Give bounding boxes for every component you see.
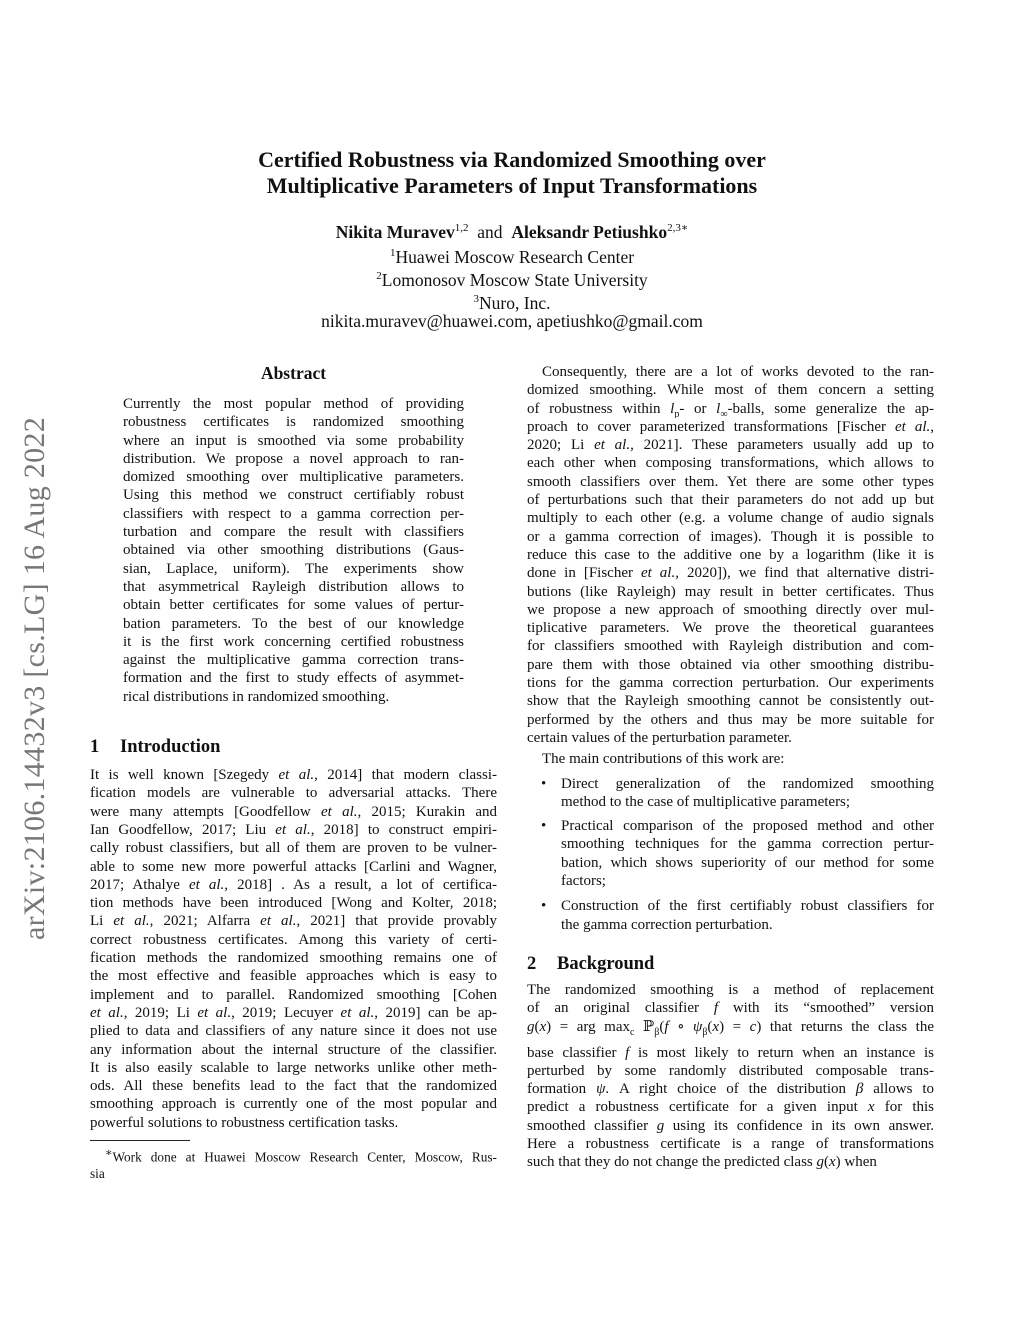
- left-column: [90, 361, 497, 1182]
- text-line: perturbed by some randomly distributed composable trans-: [527, 1062, 934, 1079]
- text-line: such that they do not change the predicted class g(x) when: [527, 1154, 877, 1171]
- section-heading-introduction: [90, 735, 497, 759]
- text-line: distribution. We propose a novel approach to ran-: [123, 450, 464, 467]
- background-body: [527, 981, 934, 1172]
- bullet-text: [561, 897, 934, 934]
- text-line: each other when composing transformations, which allows to: [527, 455, 934, 472]
- bullet-icon: •: [541, 898, 547, 915]
- text-line: fication methods the randomized smoothing remains one of: [90, 950, 497, 967]
- text-line: proach to cover parameterized transformations [Fischer et al.,: [527, 418, 934, 435]
- arxiv-identifier: arXiv:2106.14432v3 [cs.LG] 16 Aug 2022: [18, 416, 51, 940]
- text-line: formation ψ. A right choice of the distribution β allows to: [527, 1081, 934, 1098]
- text-line: against the multiplicative gamma correction trans-: [123, 652, 464, 669]
- text-line: smooth classifiers over them. Yet there are some other types: [527, 473, 934, 490]
- text-line: g(x) = arg $\max_c$ ℙ$_\beta$(f ∘ $\psi_\beta(x) = c$) that returns the class the: [527, 1018, 934, 1038]
- text-line: Practical comparison of the proposed method and other: [561, 818, 934, 835]
- text-line: that asymmetrical Rayleigh distribution allows to: [123, 578, 464, 595]
- text-line: It is well known [Szegedy et al., 2014] that modern classi-: [90, 767, 497, 784]
- abstract: [123, 361, 464, 706]
- text-line: 2017; Athalye et al., 2018] . As a result, a lot of certifica-: [90, 876, 497, 893]
- author-name: Aleksandr Petiushko: [511, 221, 668, 242]
- section-title: Introduction: [120, 737, 221, 758]
- text-line: the gamma correction perturbation.: [561, 916, 773, 933]
- affiliation-sup: 2: [376, 270, 382, 282]
- text-line: Ian Goodfellow, 2017; Liu et al., 2018] to construct empiri-: [90, 821, 497, 838]
- text-line: where an input is smoothed via some probability: [123, 432, 464, 449]
- text-line: obtained via other smoothing distributions (Gaus-: [123, 542, 464, 559]
- text-line: Consequently, there are a lot of works devoted to the ran-: [542, 364, 934, 380]
- text-line: cally robust classifiers, but all of them are proven to be vulner-: [90, 840, 497, 857]
- text-line: classifiers with respect to a gamma correction per-: [123, 505, 464, 522]
- text-line: the most effective and feasible approaches which is easy to: [90, 968, 497, 985]
- text-line: of perturbations such that their parameters do not add up but: [527, 492, 934, 509]
- text-line: tions for the gamma correction perturbation. Our experiments: [527, 675, 934, 692]
- affiliation-sup: 1: [389, 247, 396, 259]
- text-line: robustness certificates is randomized smoothing: [123, 414, 464, 431]
- author-emails: nikita.muravev@huawei.com, apetiushko@gmail.com: [321, 311, 703, 331]
- footnote-line: [90, 1145, 497, 1165]
- authors: [0, 217, 1024, 244]
- text-line: multiply to each other (e.g. a volume change of audio signals: [527, 510, 934, 527]
- author-sup: 1,2: [454, 222, 469, 234]
- text-line: performed by the others and thus may be more suitable for: [527, 711, 934, 728]
- paper-title-line-1: Certified Robustness via Randomized Smoothing over: [258, 147, 766, 172]
- text-line: bation, which shows superiority of our method for some: [561, 854, 934, 871]
- affiliation-name: Lomonosov Moscow State University: [381, 269, 648, 290]
- text-line: tiplicative parameters. We prove the theoretical guarantees: [527, 620, 934, 637]
- bullet-text: [561, 817, 934, 890]
- affiliation-sup: 3: [473, 293, 480, 305]
- text-line: Currently the most popular method of providing: [123, 396, 464, 412]
- footnote-text: sia: [90, 1166, 105, 1182]
- text-line: reduce this case to the additive one by a logarithm (like it is: [527, 546, 934, 563]
- text-line: et al., 2019; Li et al., 2019; Lecuyer et al., 2019] can be ap-: [90, 1004, 497, 1021]
- text-line: base classifier f is most likely to return when an instance is: [527, 1044, 934, 1061]
- text-line: implement and to parallel. Randomized smoothing [Cohen: [90, 986, 497, 1003]
- text-line: rical distributions in randomized smoothing.: [123, 688, 390, 705]
- text-line: butions (like Rayleigh) may result in better certificates. Thus: [527, 583, 934, 600]
- intro-continued-paragraph: [527, 363, 934, 747]
- section-heading-background: [527, 952, 934, 976]
- footnote-text: Work done at Huawei Moscow Research Center, Moscow, Rus-: [112, 1149, 497, 1165]
- text-line: sian, Laplace, uniform). The experiments show: [123, 560, 464, 577]
- footnote-rule: [90, 1140, 190, 1141]
- contribution-bullet: [541, 775, 934, 812]
- text-line: bation parameters. To the best of our knowledge: [123, 615, 464, 632]
- bullet-icon: •: [541, 775, 547, 792]
- text-line: for classifiers smoothed with Rayleigh distribution and com-: [527, 638, 934, 655]
- author-and: and: [477, 221, 503, 242]
- text-line: were many attempts [Goodfellow et al., 2015; Kurakin and: [90, 803, 497, 820]
- text-line: Using this method we construct certifiably robust: [123, 487, 464, 504]
- text-line: tion methods have been introduced [Wong and Kolter, 2018;: [90, 895, 497, 912]
- text-line: obtain better certificates for some values of pertur-: [123, 597, 464, 614]
- right-column: [527, 363, 934, 1172]
- bullet-text: [561, 775, 934, 812]
- text-line: Here a robustness certificate is a range of transformations: [527, 1135, 934, 1152]
- text-line: done in [Fischer et al., 2020]), we find that alternative distri-: [527, 565, 934, 582]
- introduction-body: [90, 766, 497, 1132]
- text-line: of robustness within $l_p-$ or $l_\infty$-balls, some generalize the ap-: [527, 400, 934, 418]
- text-line: 2020; Li et al., 2021]. These parameters usually add up to: [527, 437, 934, 454]
- text-line: pare them with those obtained via other smoothing distribu-: [527, 656, 934, 673]
- affiliation-name: Huawei Moscow Research Center: [395, 246, 635, 267]
- text-line: domized smoothing. While most of them concern a setting: [527, 382, 934, 399]
- section-title: Background: [557, 953, 655, 974]
- text-line: Li et al., 2021; Alfarra et al., 2021] that provide provably: [90, 913, 497, 930]
- text-line: The randomized smoothing is a method of replacement: [527, 981, 934, 998]
- text-line: certain values of the perturbation parameter.: [527, 729, 792, 746]
- text-line: formation and the first to study effects of asymmet-: [123, 670, 464, 687]
- affiliation-name: Nuro, Inc.: [479, 292, 551, 313]
- text-line: powerful solutions to robustness certification tasks.: [90, 1114, 399, 1131]
- paper-title-line-2: Multiplicative Parameters of Input Transformations: [266, 173, 758, 198]
- text-line: It is also easily scalable to large networks unlike other meth-: [90, 1059, 497, 1076]
- text-line: able to some new more powerful attacks [Carlini and Wagner,: [90, 858, 497, 875]
- section-number: 2: [527, 953, 537, 974]
- footnote: [90, 1145, 497, 1182]
- text-line: fication models are vulnerable to adversarial attacks. There: [90, 785, 497, 802]
- text-line: method to the case of multiplicative parameters;: [561, 793, 851, 810]
- abstract-heading: Abstract: [260, 363, 327, 383]
- text-line: plied to data and classifiers of any nature since it does not use: [90, 1023, 497, 1040]
- text-line: smoothing approach is currently one of the most popular and: [90, 1096, 497, 1113]
- text-line: Construction of the first certifiably robust classifiers for: [561, 898, 934, 915]
- bullet-icon: •: [541, 818, 547, 835]
- text-line: correct robustness certificates. Among this variety of certi-: [90, 931, 497, 948]
- text-line: Direct generalization of the randomized smoothing: [561, 775, 934, 792]
- text-line: it is the first work concerning certified robustness: [123, 633, 464, 650]
- text-line: ods. All these benefits lead to the fact that the randomized: [90, 1078, 497, 1095]
- footnote-mark: ∗: [105, 1146, 113, 1159]
- text-line: predict a robustness certificate for a given input x for this: [527, 1099, 934, 1116]
- author-sup: 2,3∗: [667, 222, 689, 234]
- text-line: or a gamma correction of images). Though it is possible to: [527, 528, 934, 545]
- text-line: show that the Rayleigh smoothing cannot be consistently out-: [527, 693, 934, 710]
- author-name: Nikita Muravev: [335, 221, 455, 242]
- text-line: factors;: [561, 873, 606, 890]
- text-line: smoothing techniques for the gamma correction pertur-: [561, 836, 934, 853]
- contributions-lead: The main contributions of this work are:: [542, 751, 785, 768]
- text-line: domized smoothing over multiplicative parameters.: [123, 469, 464, 486]
- contribution-bullet: [541, 817, 934, 890]
- text-line: we propose a new approach of smoothing directly over mul-: [527, 601, 934, 618]
- text-line: of an original classifier f with its “smoothed” version: [527, 1000, 934, 1017]
- text-line: turbation and compare the result with classifiers: [123, 524, 464, 541]
- contribution-bullet: [541, 897, 934, 934]
- text-line: smoothed classifier g using its confidence in its own answer.: [527, 1117, 934, 1134]
- text-line: any information about the internal structure of the classifier.: [90, 1041, 497, 1058]
- section-number: 1: [90, 737, 100, 758]
- abstract-body: [123, 395, 464, 706]
